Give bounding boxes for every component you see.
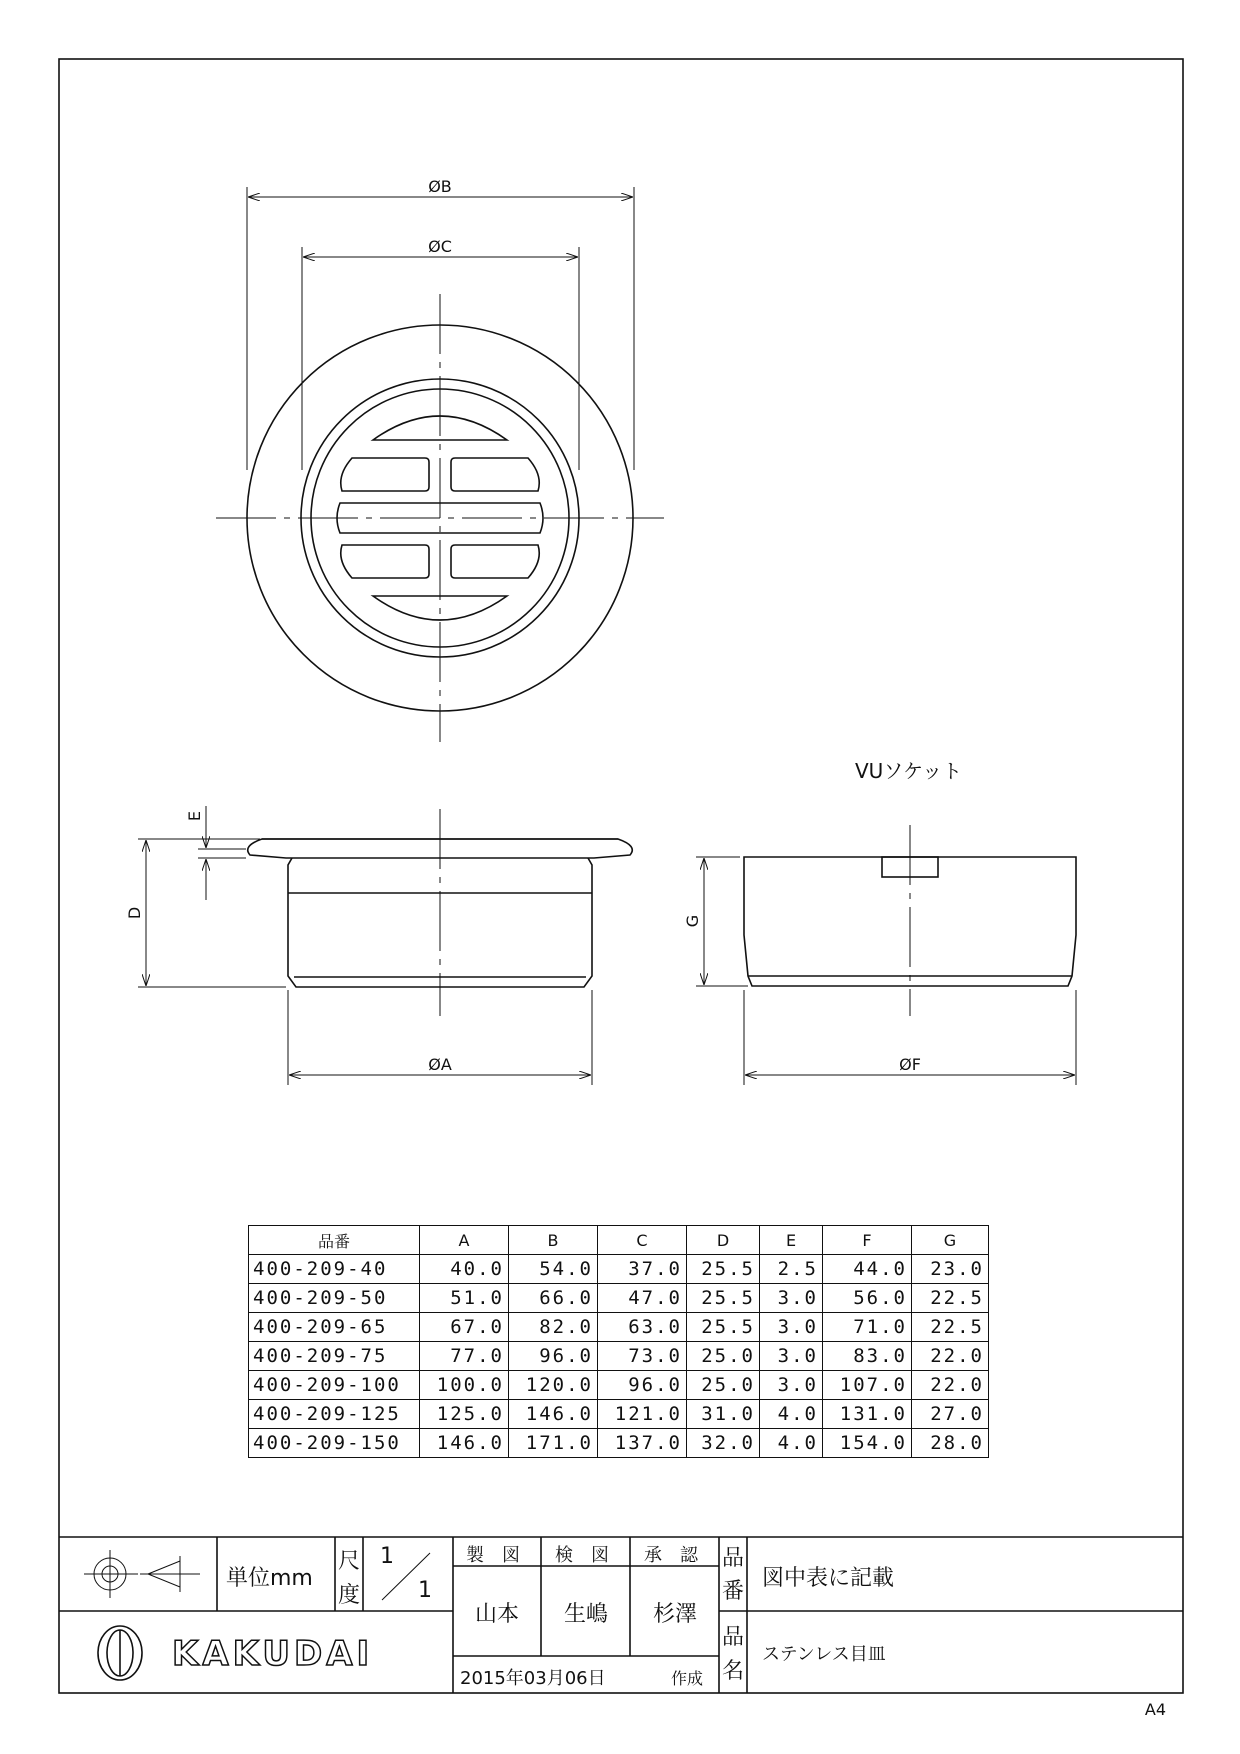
dimension-cell: 32.0	[687, 1429, 760, 1458]
dimension-cell: 22.5	[912, 1313, 989, 1342]
dimension-cell: 47.0	[598, 1284, 687, 1313]
dimension-cell: 107.0	[823, 1371, 912, 1400]
drawing-date: 2015年03月06日	[460, 1668, 606, 1689]
part-no-label-1: 品	[722, 1546, 745, 1571]
part-name-label-2: 名	[722, 1659, 745, 1684]
dimension-cell: 137.0	[598, 1429, 687, 1458]
approved-by: 杉澤	[653, 1602, 698, 1627]
kakudai-logo-icon	[98, 1626, 142, 1680]
dimension-cell: 77.0	[420, 1342, 509, 1371]
col-header: F	[823, 1226, 912, 1255]
col-header: G	[912, 1226, 989, 1255]
dimension-cell: 40.0	[420, 1255, 509, 1284]
dimension-cell: 37.0	[598, 1255, 687, 1284]
dimension-cell: 54.0	[509, 1255, 598, 1284]
dimension-cell: 22.0	[912, 1371, 989, 1400]
part-number-cell: 400-209-50	[249, 1284, 420, 1313]
dim-label-e: E	[185, 810, 204, 822]
dimension-cell: 4.0	[760, 1400, 823, 1429]
dimension-cell: 63.0	[598, 1313, 687, 1342]
col-header: D	[687, 1226, 760, 1255]
dimension-cell: 66.0	[509, 1284, 598, 1313]
dimension-cell: 82.0	[509, 1313, 598, 1342]
dimension-cell: 83.0	[823, 1342, 912, 1371]
table-row	[249, 1342, 989, 1371]
part-number-cell: 400-209-150	[249, 1429, 420, 1458]
part-number-cell: 400-209-125	[249, 1400, 420, 1429]
dimension-cell: 23.0	[912, 1255, 989, 1284]
dimension-cell: 96.0	[509, 1342, 598, 1371]
scale-numerator: 1	[380, 1544, 394, 1569]
dimension-cell: 71.0	[823, 1313, 912, 1342]
table-row	[249, 1313, 989, 1342]
dimension-cell: 44.0	[823, 1255, 912, 1284]
dimension-cell: 154.0	[823, 1429, 912, 1458]
col-header: A	[420, 1226, 509, 1255]
dimension-cell: 67.0	[420, 1313, 509, 1342]
col-header: B	[509, 1226, 598, 1255]
scale-label-1: 尺	[338, 1549, 361, 1574]
dim-label-f: ØF	[899, 1055, 921, 1074]
part-number-cell: 400-209-40	[249, 1255, 420, 1284]
dimension-cell: 125.0	[420, 1400, 509, 1429]
part-name-value: ステンレス目皿	[762, 1644, 886, 1665]
dimension-cell: 3.0	[760, 1342, 823, 1371]
col-header: 品番	[249, 1226, 420, 1255]
third-angle-projection-icon	[84, 1550, 200, 1598]
dimension-cell: 4.0	[760, 1429, 823, 1458]
dimension-cell: 25.5	[687, 1284, 760, 1313]
part-number-cell: 400-209-75	[249, 1342, 420, 1371]
dimension-cell: 27.0	[912, 1400, 989, 1429]
dimension-cell: 146.0	[509, 1400, 598, 1429]
paper-size: A4	[1144, 1700, 1166, 1719]
part-no-value: 図中表に記載	[762, 1566, 895, 1591]
table-row	[249, 1400, 989, 1429]
dimension-cell: 146.0	[420, 1429, 509, 1458]
dim-label-d: D	[125, 906, 144, 920]
spec-table	[248, 1225, 989, 1458]
scale-label-2: 度	[338, 1583, 361, 1608]
dimension-cell: 120.0	[509, 1371, 598, 1400]
dimension-cell: 25.0	[687, 1342, 760, 1371]
scale-denominator: 1	[418, 1578, 432, 1603]
dimension-cell: 100.0	[420, 1371, 509, 1400]
dimension-cell: 3.0	[760, 1371, 823, 1400]
dimension-cell: 22.5	[912, 1284, 989, 1313]
checked-label: 検 図	[555, 1545, 609, 1566]
part-name-label-1: 品	[722, 1625, 745, 1650]
dimension-cell: 73.0	[598, 1342, 687, 1371]
dim-label-a: ØA	[428, 1055, 452, 1074]
dimension-cell: 121.0	[598, 1400, 687, 1429]
dimension-cell: 31.0	[687, 1400, 760, 1429]
dimension-cell: 28.0	[912, 1429, 989, 1458]
drawn-label: 製 図	[466, 1545, 520, 1566]
table-header-row	[249, 1226, 989, 1255]
dimension-cell: 25.5	[687, 1255, 760, 1284]
created-label: 作成	[671, 1669, 704, 1688]
col-header: C	[598, 1226, 687, 1255]
table-row	[249, 1255, 989, 1284]
socket-label: VUソケット	[855, 759, 963, 783]
table-row	[249, 1429, 989, 1458]
dimension-cell: 3.0	[760, 1284, 823, 1313]
dimension-cell: 131.0	[823, 1400, 912, 1429]
top-view	[216, 177, 664, 742]
dimension-cell: 3.0	[760, 1313, 823, 1342]
unit-label: 単位mm	[226, 1566, 313, 1591]
part-no-label-2: 番	[722, 1579, 745, 1604]
dimension-cell: 2.5	[760, 1255, 823, 1284]
col-header: E	[760, 1226, 823, 1255]
table-row	[249, 1284, 989, 1313]
table-row	[249, 1371, 989, 1400]
dimension-cell: 22.0	[912, 1342, 989, 1371]
checked-by: 生嶋	[564, 1602, 609, 1627]
dimension-cell: 56.0	[823, 1284, 912, 1313]
drawn-by: 山本	[475, 1602, 520, 1627]
company-name: KAKUDAI	[172, 1634, 374, 1674]
dimension-cell: 171.0	[509, 1429, 598, 1458]
dim-label-c: ØC	[428, 237, 452, 256]
dimension-cell: 25.0	[687, 1371, 760, 1400]
part-number-cell: 400-209-100	[249, 1371, 420, 1400]
part-number-cell: 400-209-65	[249, 1313, 420, 1342]
socket-view	[683, 759, 1076, 1085]
side-view	[125, 806, 632, 1085]
dim-label-g: G	[683, 914, 702, 928]
approved-label: 承 認	[644, 1545, 698, 1566]
dim-label-b: ØB	[428, 177, 452, 196]
dimension-cell: 25.5	[687, 1313, 760, 1342]
dimension-cell: 96.0	[598, 1371, 687, 1400]
dimension-cell: 51.0	[420, 1284, 509, 1313]
